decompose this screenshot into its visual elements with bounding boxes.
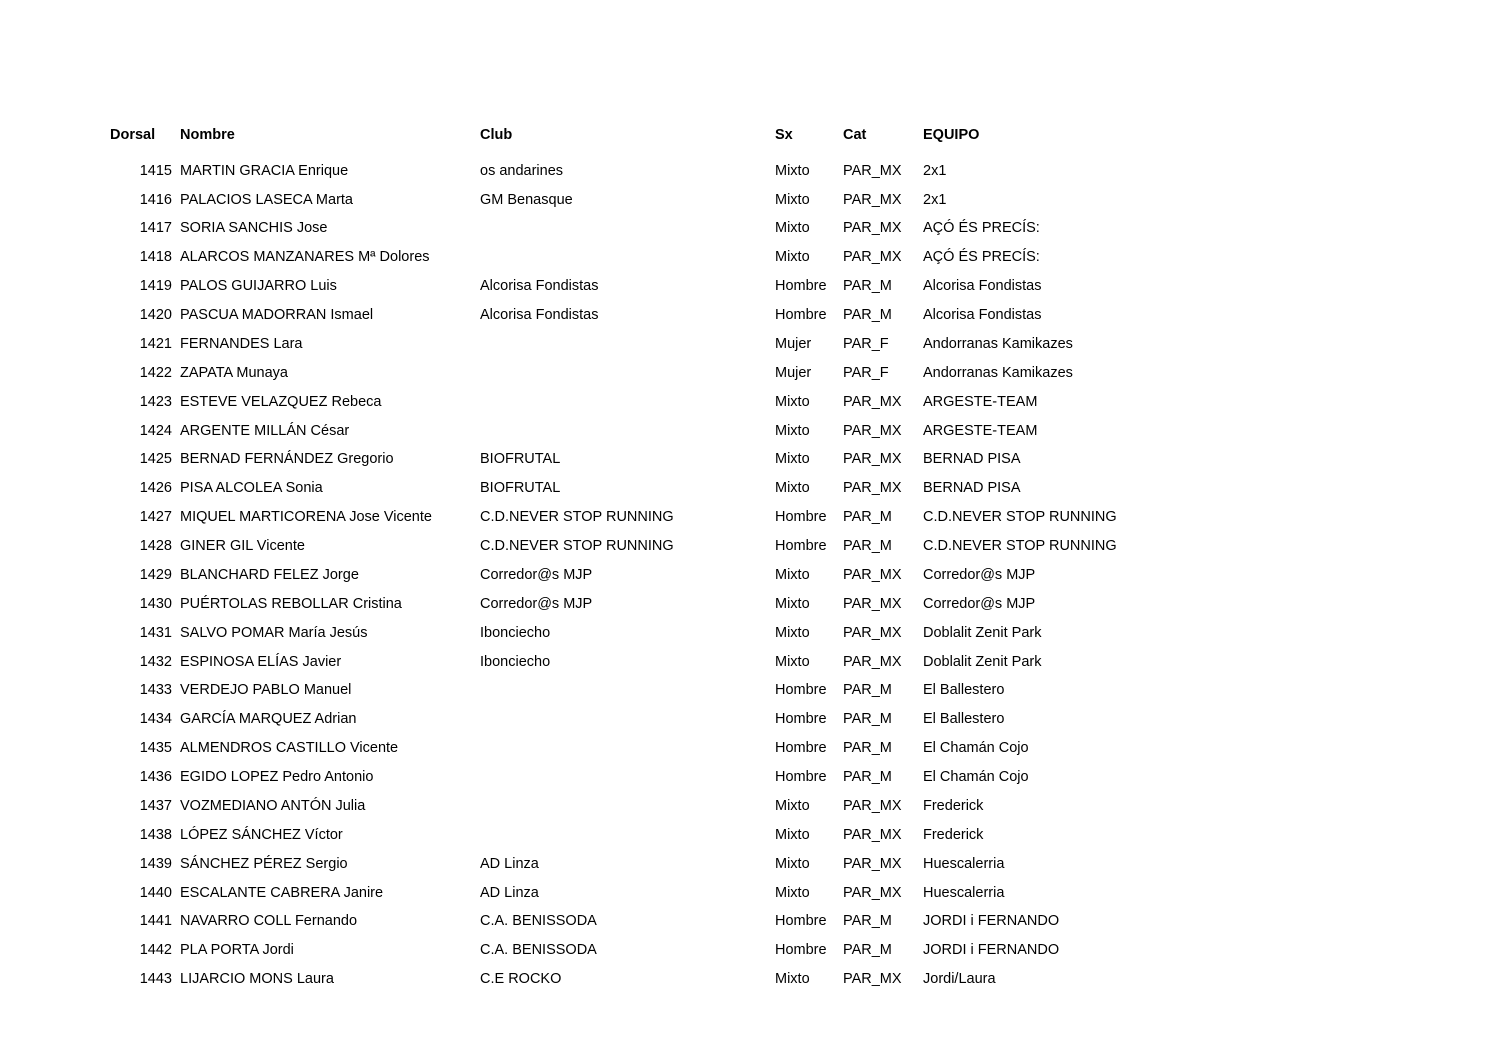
cell-sx: Hombre bbox=[775, 913, 827, 930]
cell-equipo: C.D.NEVER STOP RUNNING bbox=[923, 538, 1117, 555]
cell-equipo: Doblalit Zenit Park bbox=[923, 653, 1042, 670]
table-row bbox=[110, 647, 1117, 676]
cell-cat: PAR_MX bbox=[843, 595, 902, 612]
table-row bbox=[110, 474, 1117, 503]
cell-sx: Mixto bbox=[775, 566, 810, 583]
cell-dorsal: 1428 bbox=[139, 538, 172, 555]
cell-equipo: AÇÓ ÉS PRECÍS: bbox=[923, 249, 1040, 266]
cell-nombre: ALMENDROS CASTILLO Vicente bbox=[180, 740, 399, 757]
table-row bbox=[110, 676, 1117, 705]
cell-club: C.E ROCKO bbox=[480, 971, 562, 988]
cell-dorsal: 1427 bbox=[139, 509, 172, 526]
cell-equipo: JORDI i FERNANDO bbox=[923, 913, 1060, 930]
cell-club bbox=[480, 214, 775, 243]
cell-sx: Hombre bbox=[775, 538, 827, 555]
cell-sx: Mixto bbox=[775, 624, 810, 641]
cell-dorsal: 1437 bbox=[139, 797, 172, 814]
cell-dorsal: 1416 bbox=[139, 191, 172, 208]
cell-equipo: JORDI i FERNANDO bbox=[923, 942, 1060, 959]
table-row bbox=[110, 936, 1117, 965]
cell-nombre: ESTEVE VELAZQUEZ Rebeca bbox=[180, 393, 382, 410]
cell-cat: PAR_M bbox=[843, 307, 892, 324]
cell-equipo: C.D.NEVER STOP RUNNING bbox=[923, 509, 1117, 526]
table-row bbox=[110, 763, 1117, 792]
table-row bbox=[110, 792, 1117, 821]
cell-dorsal: 1418 bbox=[139, 249, 172, 266]
cell-cat: PAR_M bbox=[843, 913, 892, 930]
cell-equipo: 2x1 bbox=[923, 162, 947, 179]
cell-sx: Mujer bbox=[775, 364, 812, 381]
cell-equipo: Andorranas Kamikazes bbox=[923, 364, 1073, 381]
cell-sx: Mixto bbox=[775, 653, 810, 670]
cell-equipo: Frederick bbox=[923, 797, 984, 814]
cell-cat: PAR_F bbox=[843, 335, 889, 352]
cell-sx: Mixto bbox=[775, 451, 810, 468]
cell-nombre: SORIA SANCHIS Jose bbox=[180, 220, 328, 237]
cell-cat: PAR_MX bbox=[843, 451, 902, 468]
cell-cat: PAR_MX bbox=[843, 393, 902, 410]
cell-club: os andarines bbox=[480, 162, 564, 179]
cell-sx: Mixto bbox=[775, 422, 810, 439]
cell-nombre: FERNANDES Lara bbox=[180, 335, 303, 352]
cell-equipo: ARGESTE-TEAM bbox=[923, 393, 1038, 410]
table-row bbox=[110, 157, 1117, 186]
cell-sx: Mixto bbox=[775, 191, 810, 208]
cell-club: C.A. BENISSODA bbox=[480, 942, 597, 959]
cell-equipo: El Ballestero bbox=[923, 711, 1005, 728]
cell-dorsal: 1415 bbox=[139, 162, 172, 179]
cell-equipo: Huescalerria bbox=[923, 855, 1005, 872]
cell-equipo: AÇÓ ÉS PRECÍS: bbox=[923, 220, 1040, 237]
cell-club: C.A. BENISSODA bbox=[480, 913, 597, 930]
cell-sx: Hombre bbox=[775, 942, 827, 959]
cell-nombre: VOZMEDIANO ANTÓN Julia bbox=[180, 797, 366, 814]
cell-sx: Hombre bbox=[775, 769, 827, 786]
cell-equipo: 2x1 bbox=[923, 191, 947, 208]
cell-club: Corredor@s MJP bbox=[480, 595, 593, 612]
cell-dorsal: 1420 bbox=[139, 307, 172, 324]
participants-table bbox=[110, 128, 1117, 994]
cell-nombre: SÁNCHEZ PÉREZ Sergio bbox=[180, 855, 348, 872]
cell-equipo: Huescalerria bbox=[923, 884, 1005, 901]
table-row bbox=[110, 965, 1117, 994]
cell-club: Corredor@s MJP bbox=[480, 566, 593, 583]
cell-cat: PAR_M bbox=[843, 740, 892, 757]
cell-nombre: PUÉRTOLAS REBOLLAR Cristina bbox=[180, 595, 402, 612]
cell-nombre: BERNAD FERNÁNDEZ Gregorio bbox=[180, 451, 394, 468]
cell-sx: Hombre bbox=[775, 509, 827, 526]
table-header bbox=[110, 128, 1117, 157]
cell-equipo: El Ballestero bbox=[923, 682, 1005, 699]
cell-equipo: Corredor@s MJP bbox=[923, 595, 1036, 612]
cell-club: C.D.NEVER STOP RUNNING bbox=[480, 538, 674, 555]
cell-equipo: Alcorisa Fondistas bbox=[923, 307, 1042, 324]
cell-cat: PAR_MX bbox=[843, 884, 902, 901]
table-row bbox=[110, 821, 1117, 850]
cell-sx: Hombre bbox=[775, 682, 827, 699]
cell-equipo: BERNAD PISA bbox=[923, 451, 1021, 468]
cell-club: GM Benasque bbox=[480, 191, 573, 208]
cell-cat: PAR_M bbox=[843, 769, 892, 786]
cell-cat: PAR_MX bbox=[843, 220, 902, 237]
cell-cat: PAR_MX bbox=[843, 826, 902, 843]
cell-club: BIOFRUTAL bbox=[480, 480, 561, 497]
cell-nombre: BLANCHARD FELEZ Jorge bbox=[180, 566, 359, 583]
table-row bbox=[110, 907, 1117, 936]
cell-nombre: VERDEJO PABLO Manuel bbox=[180, 682, 352, 699]
cell-nombre: ALARCOS MANZANARES Mª Dolores bbox=[180, 249, 430, 266]
cell-sx: Mujer bbox=[775, 335, 812, 352]
cell-dorsal: 1424 bbox=[139, 422, 172, 439]
cell-club bbox=[480, 388, 775, 417]
table-row bbox=[110, 561, 1117, 590]
cell-dorsal: 1434 bbox=[139, 711, 172, 728]
cell-nombre: ESCALANTE CABRERA Janire bbox=[180, 884, 384, 901]
cell-dorsal: 1429 bbox=[139, 566, 172, 583]
cell-club bbox=[480, 359, 775, 388]
cell-cat: PAR_M bbox=[843, 509, 892, 526]
cell-sx: Hombre bbox=[775, 740, 827, 757]
cell-nombre: GINER GIL Vicente bbox=[180, 538, 305, 555]
cell-nombre: PASCUA MADORRAN Ismael bbox=[180, 307, 374, 324]
cell-dorsal: 1438 bbox=[139, 826, 172, 843]
cell-cat: PAR_M bbox=[843, 711, 892, 728]
cell-dorsal: 1426 bbox=[139, 480, 172, 497]
cell-dorsal: 1443 bbox=[139, 971, 172, 988]
cell-nombre: GARCÍA MARQUEZ Adrian bbox=[180, 711, 357, 728]
table-body bbox=[110, 157, 1117, 994]
cell-equipo: Andorranas Kamikazes bbox=[923, 335, 1073, 352]
cell-sx: Mixto bbox=[775, 884, 810, 901]
column-header-dorsal: Dorsal bbox=[110, 127, 156, 143]
table-row bbox=[110, 416, 1117, 445]
cell-cat: PAR_MX bbox=[843, 566, 902, 583]
cell-nombre: ZAPATA Munaya bbox=[180, 364, 288, 381]
table-row bbox=[110, 734, 1117, 763]
cell-club bbox=[480, 763, 775, 792]
cell-dorsal: 1435 bbox=[139, 740, 172, 757]
table-row bbox=[110, 878, 1117, 907]
cell-club bbox=[480, 243, 775, 272]
cell-club: Alcorisa Fondistas bbox=[480, 307, 599, 324]
column-header-cat: Cat bbox=[843, 127, 867, 143]
cell-cat: PAR_F bbox=[843, 364, 889, 381]
cell-club bbox=[480, 676, 775, 705]
cell-cat: PAR_MX bbox=[843, 191, 902, 208]
cell-club bbox=[480, 330, 775, 359]
cell-cat: PAR_MX bbox=[843, 855, 902, 872]
cell-sx: Mixto bbox=[775, 971, 810, 988]
cell-nombre: LIJARCIO MONS Laura bbox=[180, 971, 334, 988]
column-header-sx: Sx bbox=[775, 127, 793, 143]
table-row bbox=[110, 272, 1117, 301]
cell-sx: Mixto bbox=[775, 855, 810, 872]
table-row bbox=[110, 445, 1117, 474]
table-row bbox=[110, 590, 1117, 619]
cell-club bbox=[480, 734, 775, 763]
cell-sx: Mixto bbox=[775, 826, 810, 843]
cell-cat: PAR_MX bbox=[843, 971, 902, 988]
table-row bbox=[110, 503, 1117, 532]
cell-dorsal: 1441 bbox=[139, 913, 172, 930]
cell-equipo: Doblalit Zenit Park bbox=[923, 624, 1042, 641]
cell-sx: Mixto bbox=[775, 162, 810, 179]
cell-cat: PAR_MX bbox=[843, 162, 902, 179]
cell-cat: PAR_MX bbox=[843, 480, 902, 497]
cell-club bbox=[480, 416, 775, 445]
cell-dorsal: 1431 bbox=[139, 624, 172, 641]
cell-nombre: ARGENTE MILLÁN César bbox=[180, 422, 350, 439]
cell-cat: PAR_MX bbox=[843, 797, 902, 814]
cell-cat: PAR_M bbox=[843, 278, 892, 295]
table-row bbox=[110, 359, 1117, 388]
table-row bbox=[110, 330, 1117, 359]
cell-club bbox=[480, 792, 775, 821]
table-row bbox=[110, 185, 1117, 214]
cell-sx: Mixto bbox=[775, 480, 810, 497]
cell-cat: PAR_M bbox=[843, 682, 892, 699]
cell-cat: PAR_MX bbox=[843, 653, 902, 670]
cell-club: Ibonciecho bbox=[480, 624, 551, 641]
cell-equipo: BERNAD PISA bbox=[923, 480, 1021, 497]
cell-dorsal: 1417 bbox=[139, 220, 172, 237]
cell-dorsal: 1421 bbox=[139, 335, 172, 352]
table-row bbox=[110, 214, 1117, 243]
cell-equipo: El Chamán Cojo bbox=[923, 769, 1029, 786]
cell-equipo: Alcorisa Fondistas bbox=[923, 278, 1042, 295]
column-header-equipo: EQUIPO bbox=[923, 127, 980, 143]
cell-cat: PAR_MX bbox=[843, 422, 902, 439]
cell-nombre: MARTIN GRACIA Enrique bbox=[180, 162, 349, 179]
cell-sx: Mixto bbox=[775, 249, 810, 266]
cell-nombre: PISA ALCOLEA Sonia bbox=[180, 480, 323, 497]
column-header-club: Club bbox=[480, 127, 513, 143]
cell-dorsal: 1432 bbox=[139, 653, 172, 670]
table-row bbox=[110, 850, 1117, 879]
table-header-row bbox=[110, 128, 1117, 157]
table-row bbox=[110, 388, 1117, 417]
cell-equipo: Corredor@s MJP bbox=[923, 566, 1036, 583]
cell-dorsal: 1439 bbox=[139, 855, 172, 872]
cell-cat: PAR_MX bbox=[843, 624, 902, 641]
cell-nombre: SALVO POMAR María Jesús bbox=[180, 624, 368, 641]
cell-nombre: EGIDO LOPEZ Pedro Antonio bbox=[180, 769, 374, 786]
cell-club: Alcorisa Fondistas bbox=[480, 278, 599, 295]
cell-sx: Mixto bbox=[775, 797, 810, 814]
cell-nombre: ESPINOSA ELÍAS Javier bbox=[180, 653, 342, 670]
cell-dorsal: 1433 bbox=[139, 682, 172, 699]
table-row bbox=[110, 705, 1117, 734]
table-row bbox=[110, 619, 1117, 648]
cell-dorsal: 1423 bbox=[139, 393, 172, 410]
cell-cat: PAR_M bbox=[843, 942, 892, 959]
cell-sx: Hombre bbox=[775, 278, 827, 295]
cell-dorsal: 1440 bbox=[139, 884, 172, 901]
cell-cat: PAR_MX bbox=[843, 249, 902, 266]
cell-sx: Hombre bbox=[775, 711, 827, 728]
cell-club: AD Linza bbox=[480, 884, 539, 901]
cell-sx: Mixto bbox=[775, 393, 810, 410]
table-row bbox=[110, 532, 1117, 561]
cell-dorsal: 1422 bbox=[139, 364, 172, 381]
cell-nombre: NAVARRO COLL Fernando bbox=[180, 913, 358, 930]
cell-club: AD Linza bbox=[480, 855, 539, 872]
cell-club: Ibonciecho bbox=[480, 653, 551, 670]
cell-club: BIOFRUTAL bbox=[480, 451, 561, 468]
cell-equipo: Jordi/Laura bbox=[923, 971, 996, 988]
table-row bbox=[110, 301, 1117, 330]
cell-equipo: ARGESTE-TEAM bbox=[923, 422, 1038, 439]
cell-nombre: MIQUEL MARTICORENA Jose Vicente bbox=[180, 509, 432, 526]
cell-nombre: PALACIOS LASECA Marta bbox=[180, 191, 353, 208]
cell-club: C.D.NEVER STOP RUNNING bbox=[480, 509, 674, 526]
cell-cat: PAR_M bbox=[843, 538, 892, 555]
cell-club bbox=[480, 705, 775, 734]
column-header-nombre: Nombre bbox=[180, 127, 235, 143]
cell-club bbox=[480, 821, 775, 850]
cell-sx: Mixto bbox=[775, 220, 810, 237]
cell-dorsal: 1442 bbox=[139, 942, 172, 959]
cell-sx: Hombre bbox=[775, 307, 827, 324]
cell-dorsal: 1436 bbox=[139, 769, 172, 786]
cell-nombre: PALOS GUIJARRO Luis bbox=[180, 278, 337, 295]
cell-equipo: El Chamán Cojo bbox=[923, 740, 1029, 757]
cell-dorsal: 1430 bbox=[139, 595, 172, 612]
cell-nombre: LÓPEZ SÁNCHEZ Víctor bbox=[180, 826, 343, 843]
cell-equipo: Frederick bbox=[923, 826, 984, 843]
cell-dorsal: 1419 bbox=[139, 278, 172, 295]
table-row bbox=[110, 243, 1117, 272]
cell-sx: Mixto bbox=[775, 595, 810, 612]
cell-nombre: PLA PORTA Jordi bbox=[180, 942, 294, 959]
cell-dorsal: 1425 bbox=[139, 451, 172, 468]
